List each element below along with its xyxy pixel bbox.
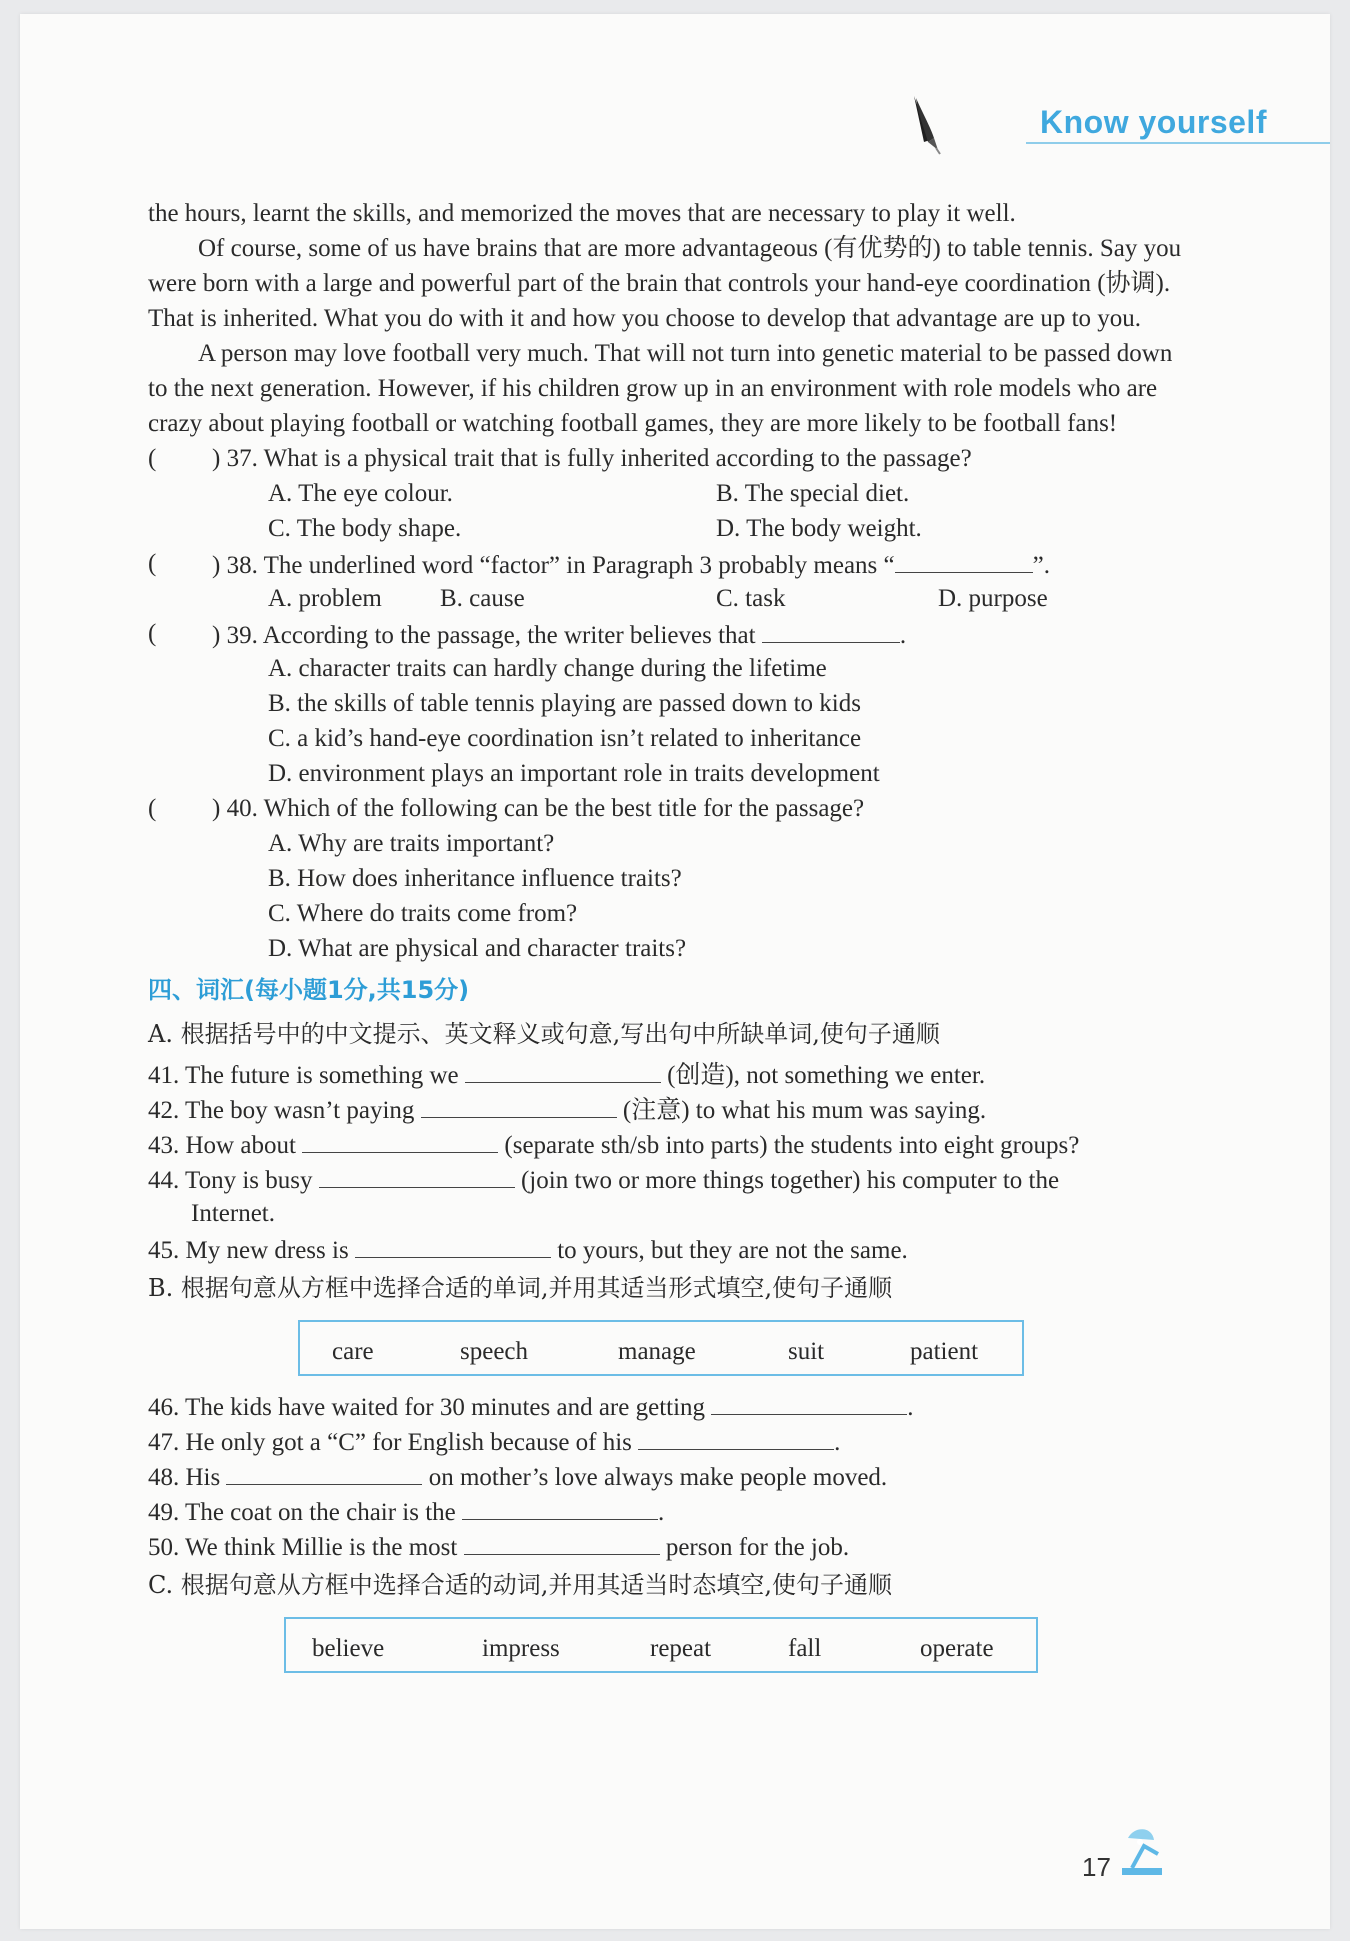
options-row xyxy=(148,826,1193,861)
answer-blank[interactable] xyxy=(462,1493,658,1520)
item-text: on mother’s love always make people moved. xyxy=(428,1464,888,1491)
part-a-instruction: A. 根据括号中的中文提示、英文释义或句意,写出句中所缺单词,使句子通顺 xyxy=(148,1020,940,1048)
fill-item-41 xyxy=(148,1056,1193,1091)
options-row xyxy=(148,756,1193,791)
option-a: A. The eye colour. xyxy=(268,480,453,507)
item-text: 47. He only got a “C” for English because of his xyxy=(148,1429,632,1456)
answer-paren-close: ) xyxy=(212,445,221,472)
fill-item-50 xyxy=(148,1528,1193,1563)
question-37 xyxy=(148,441,1193,476)
options-row xyxy=(148,511,1193,546)
fill-item-43 xyxy=(148,1126,1193,1161)
answer-blank[interactable] xyxy=(465,1056,661,1083)
item-text: person for the job. xyxy=(665,1534,850,1561)
fill-item-45 xyxy=(148,1231,1193,1266)
word-bank-item: operate xyxy=(920,1635,994,1662)
option-a: A. Why are traits important? xyxy=(268,830,555,857)
answer-paren-open: ( xyxy=(148,445,157,472)
options-row xyxy=(148,476,1193,511)
option-b: B. The special diet. xyxy=(716,480,910,507)
page-header xyxy=(900,92,1330,152)
item-text: to yours, but they are not the same. xyxy=(557,1237,908,1264)
fill-item-46 xyxy=(148,1388,1193,1423)
page-content xyxy=(148,196,1193,1685)
option-c: C. The body shape. xyxy=(268,515,462,542)
workbook-page xyxy=(20,14,1330,1929)
fill-item-48 xyxy=(148,1458,1193,1493)
word-bank-item: believe xyxy=(312,1635,385,1662)
option-c: C. a kid’s hand-eye coordination isn’t related to inheritance xyxy=(268,725,862,752)
item-text: . xyxy=(834,1429,841,1456)
option-d: D. purpose xyxy=(938,585,1048,612)
fill-item-47 xyxy=(148,1423,1193,1458)
option-b: B. the skills of table tennis playing are passed down to kids xyxy=(268,690,861,717)
item-text: 49. The coat on the chair is the xyxy=(148,1499,456,1526)
word-bank-item: impress xyxy=(482,1635,560,1662)
options-row xyxy=(148,721,1193,756)
answer-blank[interactable] xyxy=(762,616,900,643)
options-row xyxy=(148,861,1193,896)
item-text: 50. We think Millie is the most xyxy=(148,1534,458,1561)
question-stem xyxy=(212,616,906,653)
item-text: (join two or more things together) his computer to the xyxy=(520,1167,1060,1194)
header-title: Know yourself xyxy=(1040,104,1267,140)
word-bank-item: care xyxy=(332,1338,374,1365)
answer-paren-open: ( xyxy=(148,550,157,577)
item-text: Internet. xyxy=(191,1200,275,1227)
option-d: D. The body weight. xyxy=(716,515,922,542)
option-a: A. problem xyxy=(268,585,382,612)
answer-blank[interactable] xyxy=(638,1423,834,1450)
option-b: B. cause xyxy=(440,585,525,612)
item-text: (注意) to what his mum was saying. xyxy=(622,1097,987,1124)
word-bank-item: manage xyxy=(618,1338,696,1365)
answer-blank[interactable] xyxy=(464,1528,660,1555)
option-d: D. environment plays an important role in traits development xyxy=(268,760,880,787)
word-bank-item: patient xyxy=(910,1338,979,1365)
passage-line-first: the hours, learnt the skills, and memorized the moves that are necessary to play it well. xyxy=(148,200,1016,227)
answer-paren-close: ) xyxy=(212,795,221,822)
options-row xyxy=(148,931,1193,966)
question-38 xyxy=(148,546,1193,581)
passage-paragraph-3: A person may love football very much. That will not turn into genetic material to be passed down to the next generation. However, if his children grow up in an environment with role models who are crazy about playing football or watching football games, they are more likely to be football fans! xyxy=(148,340,1173,437)
question-40 xyxy=(148,791,1193,826)
item-text: 41. The future is something we xyxy=(148,1062,459,1089)
part-c-instruction: C. 根据句意从方框中选择合适的动词,并用其适当时态填空,使句子通顺 xyxy=(148,1571,893,1599)
fill-item-44-cont xyxy=(148,1196,1193,1231)
page-number: 17 xyxy=(1082,1852,1111,1882)
answer-blank[interactable] xyxy=(895,546,1033,573)
fill-item-42 xyxy=(148,1091,1193,1126)
word-bank-item: speech xyxy=(460,1338,529,1365)
option-c: C. Where do traits come from? xyxy=(268,900,578,927)
answer-paren-open: ( xyxy=(148,795,157,822)
item-text: . xyxy=(658,1499,665,1526)
pen-icon xyxy=(900,92,960,158)
header-rule xyxy=(1026,142,1330,144)
question-stem xyxy=(212,441,972,476)
word-bank-c xyxy=(284,1617,1038,1673)
options-row xyxy=(148,651,1193,686)
option-c: C. task xyxy=(716,585,786,612)
question-39 xyxy=(148,616,1193,651)
lamp-icon xyxy=(1118,1824,1174,1878)
word-bank-item: suit xyxy=(788,1338,825,1365)
item-text: (创造), not something we enter. xyxy=(667,1062,986,1089)
word-bank-item: fall xyxy=(788,1635,822,1662)
part-b-instruction: B. 根据句意从方框中选择合适的单词,并用其适当形式填空,使句子通顺 xyxy=(148,1274,893,1302)
question-stem-text: 40. Which of the following can be the best title for the passage? xyxy=(226,795,865,822)
item-text: . xyxy=(907,1394,914,1421)
answer-paren-close: ) xyxy=(212,622,221,649)
question-stem xyxy=(212,546,1050,583)
item-text: 43. How about xyxy=(148,1132,296,1159)
option-a: A. character traits can hardly change during the lifetime xyxy=(268,655,827,682)
fill-item-44 xyxy=(148,1161,1193,1196)
answer-paren-close: ) xyxy=(212,552,221,579)
question-stem xyxy=(212,791,864,826)
item-text: (separate sth/sb into parts) the students into eight groups? xyxy=(504,1132,1080,1159)
passage-paragraph-2: Of course, some of us have brains that are more advantageous (有优势的) to table tennis. Say you were born with a large and powerful part of the brain that controls your hand-eye coordination (协调). That is inherited. What you do with it and how you choose to develop that advantage are up to you. xyxy=(148,235,1182,332)
options-row xyxy=(148,896,1193,931)
answer-blank[interactable] xyxy=(711,1388,907,1415)
options-row xyxy=(148,686,1193,721)
item-text: 44. Tony is busy xyxy=(148,1167,313,1194)
option-d: D. What are physical and character traits? xyxy=(268,935,687,962)
item-text: 46. The kids have waited for 30 minutes and are getting xyxy=(148,1394,706,1421)
item-text: 48. His xyxy=(148,1464,221,1491)
section-heading: 四、词汇(每小题1分,共15分) xyxy=(148,976,470,1004)
word-bank-b xyxy=(298,1320,1024,1376)
question-stem-text: 38. The underlined word “factor” in Paragraph 3 probably means “ xyxy=(226,552,895,579)
answer-paren-open: ( xyxy=(148,620,157,647)
item-text: 42. The boy wasn’t paying xyxy=(148,1097,415,1124)
question-stem-text: 37. What is a physical trait that is fully inherited according to the passage? xyxy=(226,445,972,472)
fill-item-49 xyxy=(148,1493,1193,1528)
question-stem-end: . xyxy=(899,622,907,649)
answer-blank[interactable] xyxy=(421,1091,617,1118)
answer-blank[interactable] xyxy=(355,1231,551,1258)
options-row xyxy=(148,581,1193,616)
item-text: 45. My new dress is xyxy=(148,1237,349,1264)
word-bank-item: repeat xyxy=(650,1635,712,1662)
option-b: B. How does inheritance influence traits? xyxy=(268,865,682,892)
answer-blank[interactable] xyxy=(302,1126,498,1153)
answer-blank[interactable] xyxy=(319,1161,515,1188)
question-stem-end: ”. xyxy=(1032,552,1050,579)
question-stem-text: 39. According to the passage, the writer believes that xyxy=(226,622,756,649)
answer-blank[interactable] xyxy=(226,1458,422,1485)
